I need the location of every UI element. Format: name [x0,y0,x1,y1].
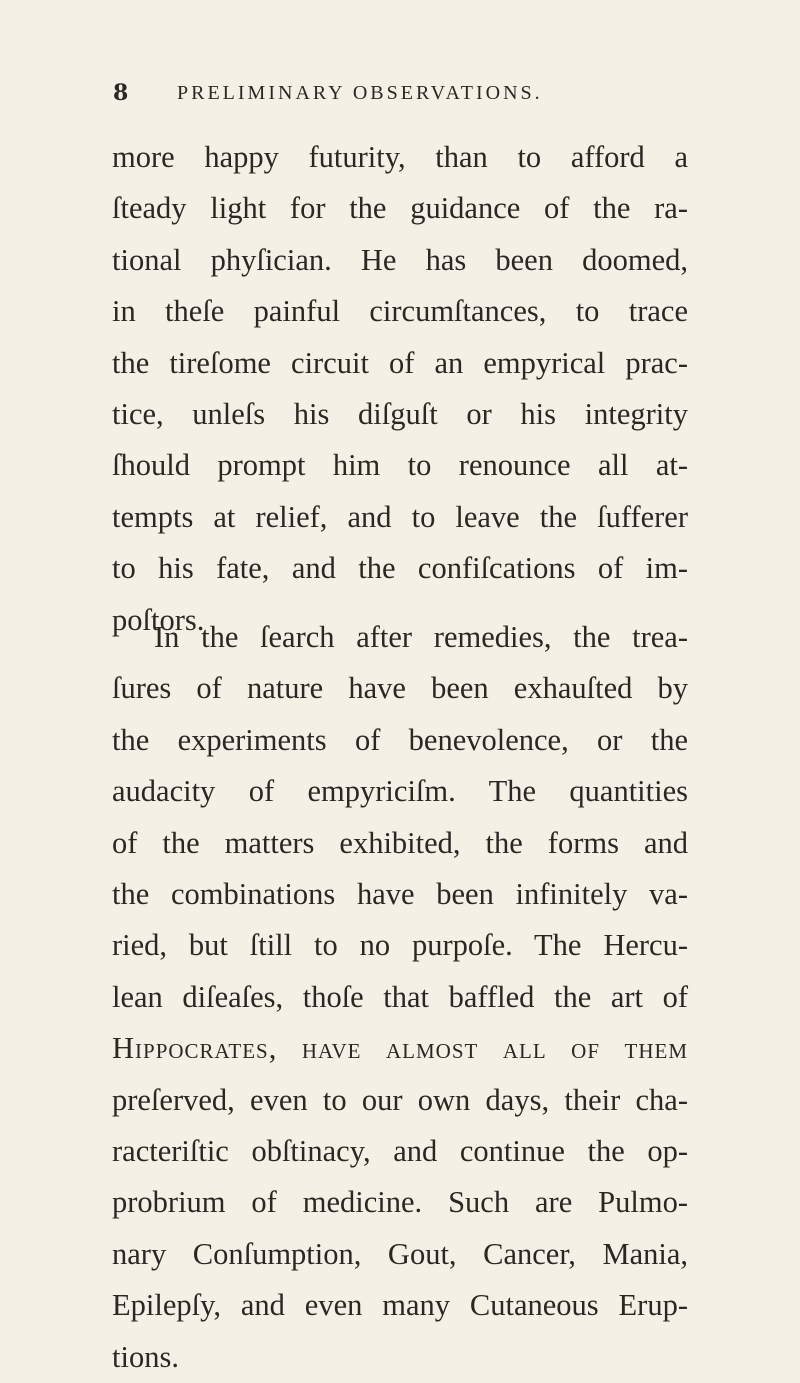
running-title: PRELIMINARY OBSERVATIONS. [177,82,543,104]
text-line: ſhould prompt him to renounce all at- [112,448,688,483]
text-line: tempts at relief, and to leave the ſufferer [112,499,688,534]
text-line: Hippocrates, have almoſt all of them [112,1031,688,1066]
text-line: to his fate, and the confiſcations of im- [112,551,688,586]
text-line: of the matters exhibited, the forms and [112,825,688,860]
paragraph-2 [112,612,688,1383]
text-line: In the ſearch after remedies, the trea- [154,620,688,654]
text-line: the tireſome circuit of an empyrical prac- [112,345,688,380]
text-line: the combinations have been infinitely va- [112,877,688,912]
text-line: probrium of medicine. Such are Pulmo- [112,1185,688,1220]
text-line: in theſe painful circumſtances, to trace [112,294,688,329]
text-line: more happy futurity, than to afford a [112,140,688,174]
text-line: poſtors. [112,602,205,637]
text-line: tice, unleſs his diſguſt or his integrity [112,397,688,432]
text-line: tions. [112,1339,179,1374]
text-line: Epilepſy, and even many Cutaneous Erup- [112,1288,688,1323]
text-line: nary Conſumption, Gout, Cancer, Mania, [112,1236,688,1271]
text-line: ſures of nature have been exhauſted by [112,671,688,706]
text-line: tional phyſician. He has been doomed, [112,242,688,277]
paragraph-1 [112,132,688,646]
text-line: racteriſtic obſtinacy, and continue the op- [112,1134,688,1169]
page-header [113,80,693,116]
text-line: audacity of empyriciſm. The quantities [112,774,688,809]
text-line: preſerved, even to our own days, their cha- [112,1082,688,1117]
text-line: the experiments of benevolence, or the [112,722,688,757]
text-line: ried, but ſtill to no purpoſe. The Hercu- [112,928,688,963]
page-number: 8 [113,80,129,106]
text-line: ſteady light for the guidance of the ra- [112,191,688,226]
text-line: lean diſeaſes, thoſe that baffled the art of [112,979,688,1014]
